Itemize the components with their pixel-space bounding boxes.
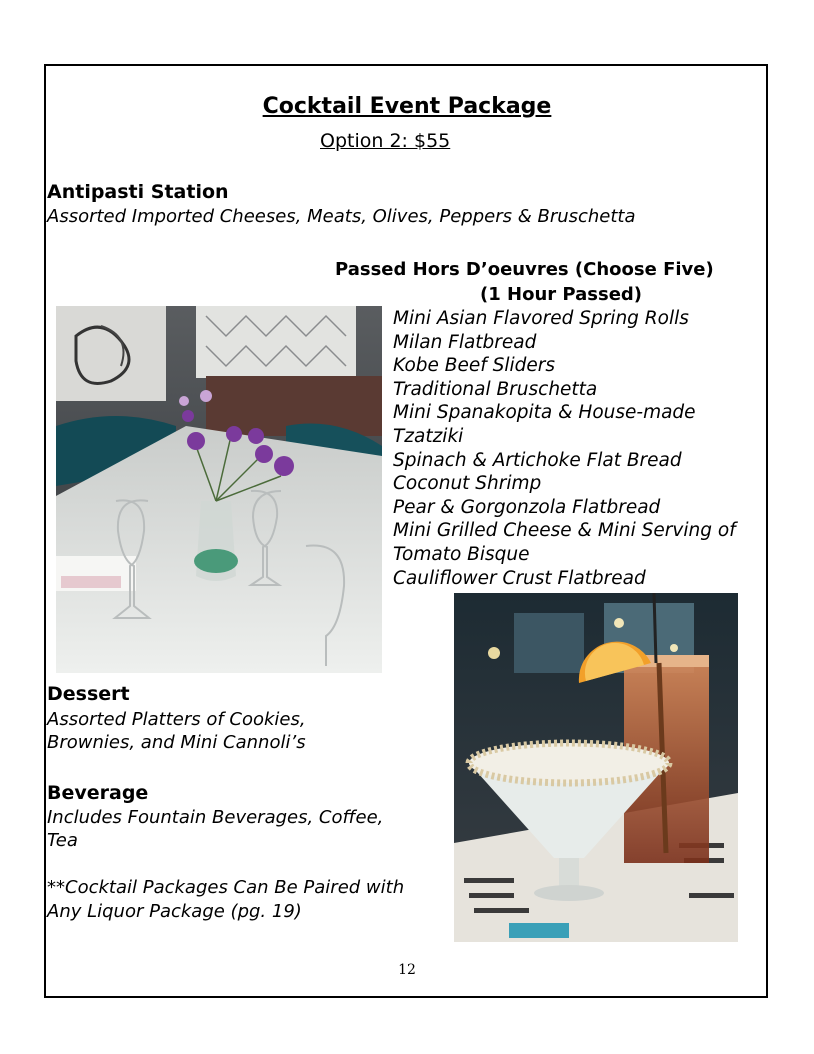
list-item: Traditional Bruschetta	[393, 378, 598, 400]
list-item: Mini Asian Flavored Spring Rolls	[393, 308, 689, 329]
page-title: Cocktail Event Package	[262, 94, 552, 119]
pairing-note-line1: **Cocktail Packages Can Be Paired with	[47, 877, 405, 898]
beverage-heading: Beverage	[47, 782, 149, 804]
list-item: Milan Flatbread	[393, 331, 537, 353]
package-option-price: Option 2: $55	[320, 130, 451, 152]
pairing-note-line2: Any Liquor Package (pg. 19)	[47, 901, 302, 922]
dessert-description-line1: Assorted Platters of Cookies,	[47, 709, 306, 730]
antipasti-heading: Antipasti Station	[47, 181, 229, 203]
list-item: Tzatziki	[393, 425, 464, 447]
dessert-description-line2: Brownies, and Mini Cannoli’s	[47, 732, 306, 753]
list-item: Kobe Beef Sliders	[393, 355, 556, 377]
list-item: Pear & Gorgonzola Flatbread	[393, 496, 661, 518]
list-item: Tomato Bisque	[393, 543, 530, 565]
list-item: Mini Grilled Cheese & Mini Serving of	[393, 520, 736, 542]
beverage-description-line1: Includes Fountain Beverages, Coffee,	[47, 807, 384, 828]
hors-doeuvres-heading: Passed Hors D’oeuvres (Choose Five)	[335, 259, 714, 280]
cocktails-photo	[454, 593, 738, 942]
dessert-heading: Dessert	[47, 683, 130, 705]
list-item: Spinach & Artichoke Flat Bread	[393, 449, 682, 471]
beverage-description-line2: Tea	[47, 830, 78, 851]
page-number: 12	[398, 962, 416, 978]
list-item: Cauliflower Crust Flatbread	[393, 567, 646, 589]
list-item: Coconut Shrimp	[393, 473, 542, 495]
table-setting-photo	[56, 306, 382, 673]
hors-doeuvres-subheading: (1 Hour Passed)	[480, 284, 643, 305]
antipasti-description: Assorted Imported Cheeses, Meats, Olives, Peppers & Bruschetta	[47, 206, 636, 227]
hors-doeuvres-list	[393, 307, 763, 590]
list-item: Mini Spanakopita & House-made	[393, 402, 696, 424]
